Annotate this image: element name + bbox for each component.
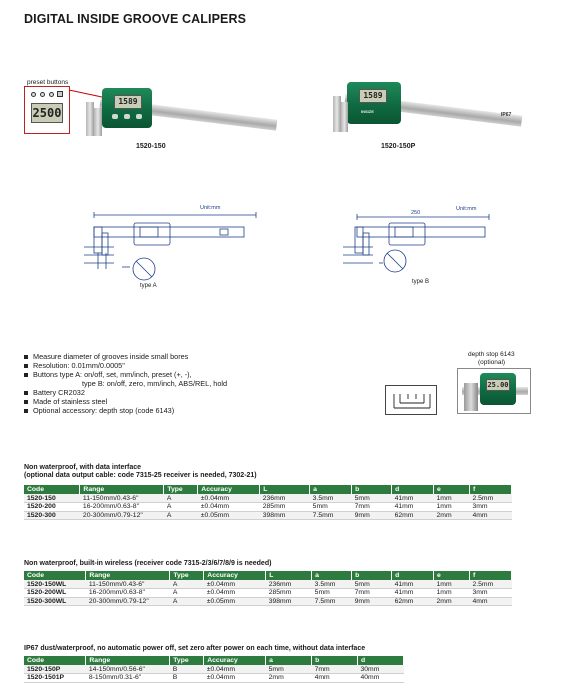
table-cell: 11-150mm/0.43-6"	[86, 580, 170, 589]
table-cell: 5mm	[310, 503, 352, 512]
table-cell: 9mm	[352, 597, 392, 606]
table-cell: 20-300mm/0.79-12"	[86, 597, 170, 606]
table-cell: ±0.05mm	[204, 597, 266, 606]
table-cell: 1mm	[434, 589, 470, 598]
table-row	[24, 580, 512, 589]
table-cell: A	[164, 503, 198, 512]
table-cell: ±0.04mm	[198, 494, 260, 503]
table-cell: 1520-150WL	[24, 580, 86, 589]
table-cell: 285mm	[260, 503, 310, 512]
table-cell: 4mm	[469, 597, 511, 606]
table-cell: 1mm	[434, 494, 470, 503]
table-cell: ±0.04mm	[204, 674, 266, 683]
table-row	[24, 494, 512, 503]
preset-buttons-inset	[24, 86, 70, 134]
table-cell: 4mm	[312, 674, 358, 683]
table-cell: 7mm	[352, 503, 392, 512]
table-cell: 1520-150P	[24, 665, 86, 674]
table-cell: 5mm	[312, 589, 352, 598]
column-header: Code	[24, 571, 86, 580]
caliper-photo-1520-150	[80, 84, 280, 144]
table-cell: 2mm	[266, 674, 312, 683]
table-row	[24, 511, 512, 520]
caliper-body	[480, 373, 516, 405]
table-cell: 236mm	[266, 580, 312, 589]
column-header: L	[266, 571, 312, 580]
depth-stop-lcd: 25.00	[487, 381, 509, 389]
table1-heading-line2: (optional data output cable: code 7315-25 receiver is needed, 7302-21)	[24, 472, 257, 479]
table-cell: A	[170, 589, 204, 598]
spec-table-3	[24, 656, 404, 683]
caliper-photo-1520-150P	[325, 80, 525, 140]
column-header: Code	[24, 485, 80, 494]
table-row	[24, 597, 512, 606]
jaw	[333, 96, 341, 132]
column-header: e	[434, 571, 470, 580]
table-cell: 5mm	[352, 580, 392, 589]
table-cell: 398mm	[266, 597, 312, 606]
drawing-type-a	[70, 203, 260, 293]
button-row-icon	[112, 114, 142, 120]
table-cell: A	[170, 597, 204, 606]
table-cell: 1520-300WL	[24, 597, 86, 606]
table-cell: 14-150mm/0.56-6"	[86, 665, 170, 674]
column-header: Accuracy	[204, 656, 266, 665]
column-header: f	[469, 485, 511, 494]
type-a-label: type A	[140, 283, 157, 289]
table-cell: 5mm	[352, 494, 392, 503]
column-header: Range	[80, 485, 164, 494]
table-header-row	[24, 571, 512, 580]
feature-item: Made of stainless steel	[24, 397, 227, 406]
inset-lcd: 2500	[31, 103, 63, 123]
dimension-label: 250	[411, 210, 421, 216]
table-row	[24, 589, 512, 598]
column-header: a	[266, 656, 312, 665]
table-cell: 2.5mm	[469, 580, 511, 589]
depth-stop-label	[468, 351, 515, 367]
table-header-row	[24, 656, 404, 665]
table-cell: A	[164, 494, 198, 503]
table-cell: ±0.04mm	[204, 665, 266, 674]
column-header: f	[469, 571, 511, 580]
inset-label: preset buttons	[27, 79, 69, 86]
jaw	[94, 108, 102, 136]
model-label-left: 1520-150	[136, 143, 166, 150]
table-cell: 2.5mm	[469, 494, 511, 503]
type-b-label: type B	[412, 279, 430, 285]
feature-item: Battery CR2032	[24, 388, 227, 397]
column-header: Code	[24, 656, 86, 665]
table-cell: 62mm	[392, 597, 434, 606]
table-cell: 41mm	[392, 503, 434, 512]
table-cell: B	[170, 665, 204, 674]
depth-stop-photo	[457, 368, 531, 414]
table-cell: 40mm	[358, 674, 404, 683]
feature-item: Resolution: 0.01mm/0.0005"	[24, 361, 227, 370]
feature-item: Optional accessory: depth stop (code 6143)	[24, 406, 227, 415]
table-cell: 2mm	[434, 597, 470, 606]
depth-stop-code: depth stop 6143	[468, 351, 515, 358]
table-cell: ±0.04mm	[204, 589, 266, 598]
table-cell: 16-200mm/0.63-8"	[86, 589, 170, 598]
column-header: d	[392, 571, 434, 580]
table-cell: 62mm	[392, 511, 434, 520]
table-cell: 1520-150	[24, 494, 80, 503]
table-cell: 1520-1501P	[24, 674, 86, 683]
table-cell: 7mm	[312, 665, 358, 674]
table-row	[24, 674, 404, 683]
table-cell: 1520-200WL	[24, 589, 86, 598]
column-header: b	[352, 571, 392, 580]
column-header: d	[358, 656, 404, 665]
feature-list	[24, 352, 227, 415]
depth-stop-optional: (optional)	[478, 359, 506, 366]
table-cell: 236mm	[260, 494, 310, 503]
table-cell: 16-200mm/0.63-8"	[80, 503, 164, 512]
column-header: Accuracy	[204, 571, 266, 580]
column-header: Type	[164, 485, 198, 494]
table-cell: 1mm	[434, 580, 470, 589]
feature-item: type B: on/off, zero, mm/inch, ABS/REL, hold	[82, 379, 228, 388]
table-cell: 8-150mm/0.31-6"	[86, 674, 170, 683]
table-cell: 3.5mm	[312, 580, 352, 589]
spec-table-2	[24, 571, 512, 606]
column-header: d	[392, 485, 434, 494]
table-cell: A	[170, 580, 204, 589]
table-cell: B	[170, 674, 204, 683]
table-cell: 7mm	[352, 589, 392, 598]
table1-heading	[24, 464, 257, 480]
column-header: Accuracy	[198, 485, 260, 494]
depth-stop-drawing	[385, 385, 437, 415]
table-cell: 1520-200	[24, 503, 80, 512]
page-title: DIGITAL INSIDE GROOVE CALIPERS	[24, 12, 247, 26]
table-cell: 9mm	[352, 511, 392, 520]
spec-table-1	[24, 485, 512, 520]
column-header: a	[312, 571, 352, 580]
table-cell: 285mm	[266, 589, 312, 598]
table-row	[24, 665, 404, 674]
inset-buttons-icon	[31, 91, 63, 98]
table-cell: 1520-300	[24, 511, 80, 520]
table-cell: 7.5mm	[310, 511, 352, 520]
stop-block	[464, 383, 478, 411]
table-cell: 3.5mm	[310, 494, 352, 503]
jaw	[341, 102, 348, 132]
table-cell: 3mm	[469, 589, 511, 598]
column-header: Range	[86, 656, 170, 665]
table-cell: 41mm	[392, 494, 434, 503]
table-cell: 1mm	[434, 503, 470, 512]
table-cell: 7.5mm	[312, 597, 352, 606]
caliper-lcd: 1589	[114, 95, 142, 109]
table-cell: A	[164, 511, 198, 520]
caliper-lcd: 1589	[359, 89, 387, 103]
table3-heading: IP67 dust/waterproof, no automatic power off, set zero after power on each time, without data interface	[24, 645, 366, 652]
feature-item: Measure diameter of grooves inside small bores	[24, 352, 227, 361]
table-cell: 30mm	[358, 665, 404, 674]
column-header: Range	[86, 571, 170, 580]
table-cell: 5mm	[266, 665, 312, 674]
column-header: Type	[170, 571, 204, 580]
brand-logo: INSIZE	[361, 109, 374, 114]
feature-item: Buttons type A: on/off, set, mm/inch, preset (+, -),	[24, 370, 227, 379]
caliper-body	[102, 88, 152, 128]
table-cell: 20-300mm/0.79-12"	[80, 511, 164, 520]
table-cell: 398mm	[260, 511, 310, 520]
unit-label: Unit:mm	[200, 205, 221, 211]
unit-label: Unit:mm	[456, 206, 477, 212]
table-row	[24, 503, 512, 512]
column-header: a	[310, 485, 352, 494]
column-header: b	[312, 656, 358, 665]
ip67-badge: IP67	[501, 112, 512, 118]
column-header: Type	[170, 656, 204, 665]
column-header: L	[260, 485, 310, 494]
table-cell: 41mm	[392, 589, 434, 598]
table-cell: ±0.05mm	[198, 511, 260, 520]
table-cell: ±0.04mm	[198, 503, 260, 512]
table-cell: ±0.04mm	[204, 580, 266, 589]
table-header-row	[24, 485, 512, 494]
column-header: e	[434, 485, 470, 494]
table-cell: 3mm	[469, 503, 511, 512]
column-header: b	[352, 485, 392, 494]
model-label-right: 1520-150P	[381, 143, 416, 150]
table1-heading-line1: Non waterproof, with data interface	[24, 464, 142, 471]
table-cell: 2mm	[434, 511, 470, 520]
table2-heading: Non waterproof, built-in wireless (receiver code 7315-2/3/6/7/8/9 is needed)	[24, 560, 272, 567]
caliper-body	[347, 82, 401, 124]
table-cell: 4mm	[469, 511, 511, 520]
table-cell: 41mm	[392, 580, 434, 589]
table-cell: 11-150mm/0.43-6"	[80, 494, 164, 503]
jaw	[86, 102, 94, 136]
